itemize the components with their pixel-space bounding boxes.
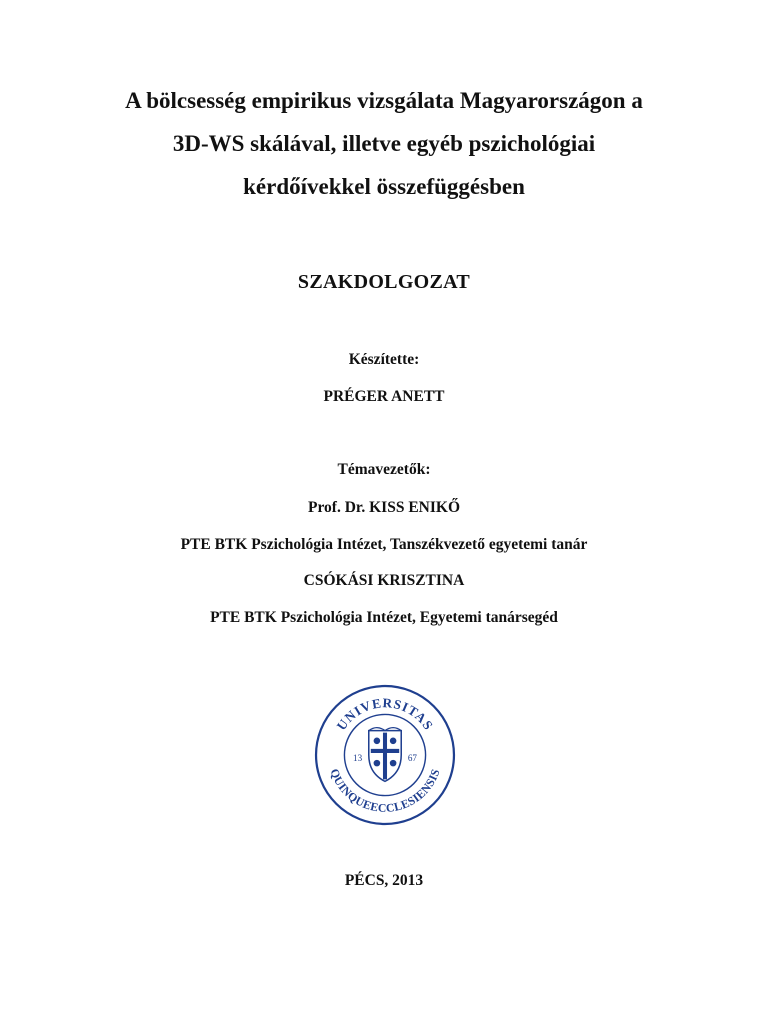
seal-year-left: 13	[353, 753, 363, 764]
university-seal	[314, 684, 456, 826]
seal-bottom-text: QUINQUEECCLESIENSIS	[327, 767, 443, 815]
supervisor-2-name: CSÓKÁSI KRISZTINA	[303, 572, 465, 589]
author-name: PRÉGER ANETT	[323, 388, 445, 405]
thesis-type-heading: SZAKDOLGOZAT	[297, 271, 471, 293]
seal-top-text: UNIVERSITAS	[333, 695, 437, 734]
supervisor-1-name: Prof. Dr. KISS ENIKŐ	[307, 499, 460, 516]
thesis-title-line-3: kérdőívekkel összefüggésben	[243, 174, 525, 199]
university-seal-icon	[314, 684, 456, 826]
supervisor-2-position: PTE BTK Pszichológia Intézet, Egyetemi tanársegéd	[210, 609, 558, 626]
supervisors-label: Témavezetők:	[337, 461, 431, 478]
thesis-title-line-2: 3D-WS skálával, illetve egyéb pszichológiai	[172, 131, 596, 156]
seal-shield	[369, 728, 401, 782]
thesis-title-line-1: A bölcsesség empirikus vizsgálata Magyarországon a	[125, 88, 643, 113]
seal-year-right: 67	[407, 753, 417, 764]
supervisor-1-position: PTE BTK Pszichológia Intézet, Tanszékvezető egyetemi tanár	[180, 536, 588, 553]
place-date: PÉCS, 2013	[344, 872, 424, 889]
author-label: Készítette:	[348, 351, 420, 368]
